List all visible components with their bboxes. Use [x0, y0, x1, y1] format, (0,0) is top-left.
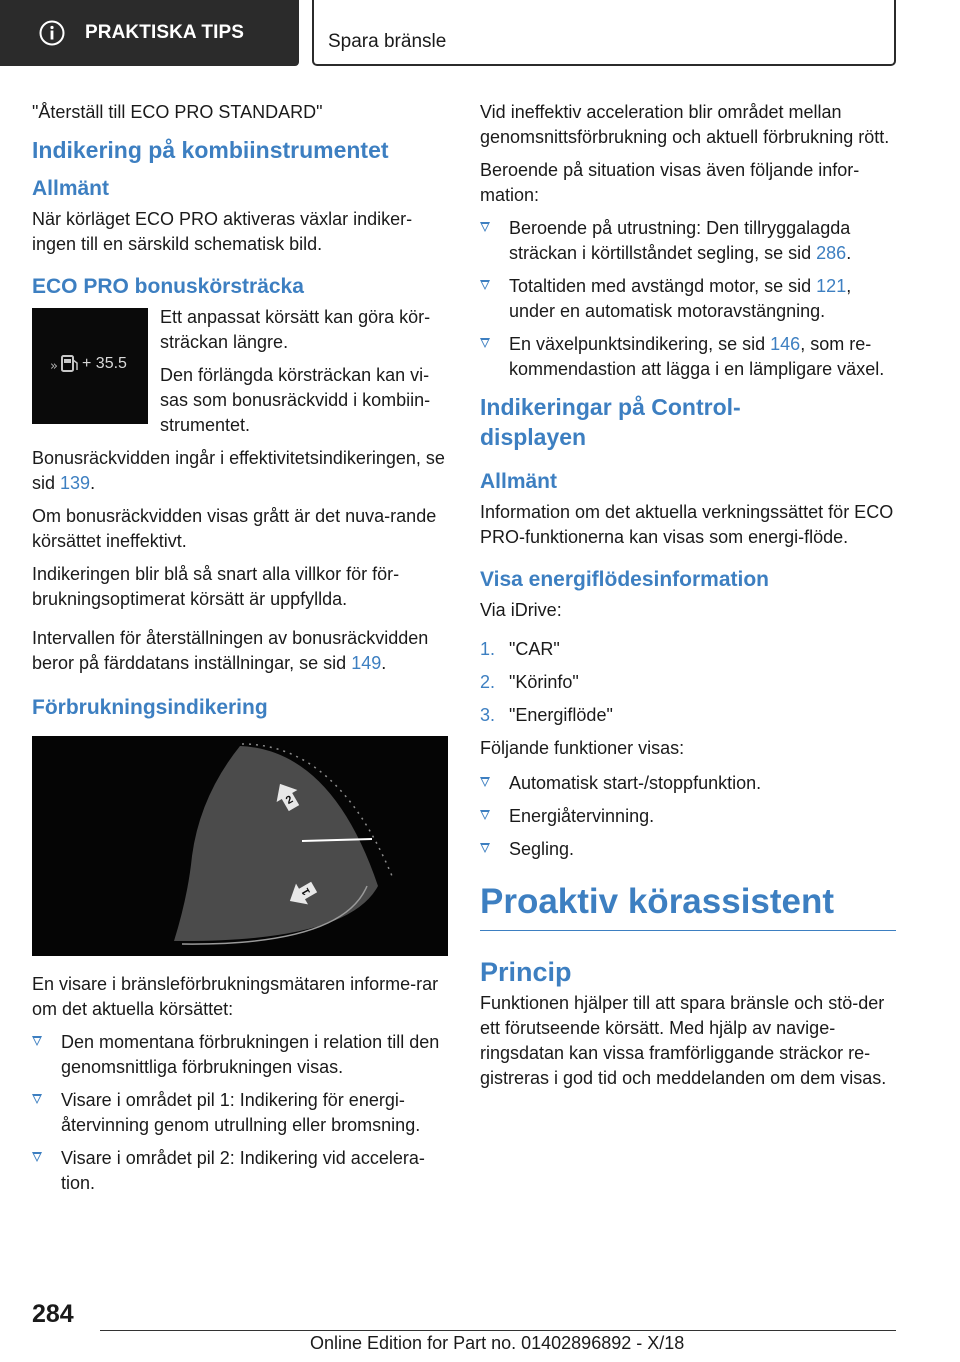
footer-rule — [100, 1330, 896, 1331]
triangle-bullet-icon — [480, 810, 490, 820]
page-number: 284 — [32, 1300, 74, 1328]
triangle-bullet-icon — [480, 280, 490, 290]
page-ref-149[interactable]: 149 — [351, 653, 382, 673]
page-ref-139[interactable]: 139 — [60, 473, 91, 493]
bonus-display-image — [32, 308, 148, 424]
paragraph-visare: En visare i bränsleförbrukningsmätaren informe-rar om det aktuella körsättet: — [32, 974, 439, 1019]
heading-indikering: Indikering på kombiinstrumentet — [32, 137, 389, 163]
triangle-bullet-icon — [480, 777, 490, 787]
heading-visa: Visa energiflödesinformation — [480, 568, 770, 591]
footer-edition: Online Edition for Part no. 01402896892 - X/18 — [310, 1333, 685, 1353]
heading-allmant: Allmänt — [32, 177, 110, 200]
list-item: En växelpunktsindikering, se sid 146, som re-kommendastion att lägga i en lämpligare växel. — [480, 332, 896, 382]
list-item: Visare i området pil 2: Indikering vid accelera-tion. — [32, 1146, 448, 1196]
step-item: 2. "Körinfo" — [480, 672, 579, 692]
list-item: Den momentana förbrukningen i relation till den genomsnittliga förbrukningen visas. — [32, 1030, 448, 1080]
triangle-bullet-icon — [480, 222, 490, 232]
bonus-display-value: + 35.5 — [82, 355, 127, 372]
paragraph-bonus2: Den förlängda körsträckan kan vi-sas som bonusräckvidd i kombiin-strumentet. — [160, 365, 431, 435]
step-item: 1. "CAR" — [480, 639, 560, 659]
chapter-tab — [312, 0, 896, 66]
heading-bonus: ECO PRO bonuskörsträcka — [32, 275, 304, 298]
page-ref-146[interactable]: 146 — [770, 334, 801, 354]
list-item: Totaltiden med avstängd motor, se sid 121, under en automatisk motoravstängning. — [480, 274, 896, 324]
paragraph-beroende: Beroende på situation visas även följande infor-mation: — [480, 160, 860, 205]
paragraph-via: Via iDrive: — [480, 600, 562, 620]
heading-princip: Princip — [480, 957, 572, 987]
page-ref-286[interactable]: 286 — [816, 243, 847, 263]
paragraph-ineffektiv: Vid ineffektiv acceleration blir området mellan genomsnittsförbrukning och aktuell förbrukning rött. — [480, 102, 890, 147]
list-item: Beroende på utrustning: Den tillryggalagda sträckan i körtillståndet segling, se sid 286. — [480, 216, 896, 266]
chapter-tab-label: Spara bränsle — [328, 31, 447, 52]
list-item: Automatisk start-/stoppfunktion. — [480, 771, 896, 796]
paragraph-bonus6: Intervallen för återställningen av bonusräckvidden beror på färddatans inställningar, se sid 149. — [32, 628, 429, 673]
svg-text:1: 1 — [299, 885, 314, 898]
right-column — [480, 100, 896, 1099]
consumption-gauge-image — [32, 736, 448, 956]
section-tab — [0, 0, 299, 66]
section-tab-label: PRAKTISKA TIPS — [85, 22, 245, 43]
paragraph-bonus1: Ett anpassat körsätt kan göra kör-sträckan längre. — [160, 307, 431, 352]
list-item: Segling. — [480, 837, 896, 862]
bonus-float-text — [160, 305, 448, 446]
bonus-block — [32, 305, 448, 446]
triangle-bullet-icon — [32, 1152, 42, 1162]
triangle-bullet-icon — [480, 843, 490, 853]
triangle-bullet-icon — [32, 1036, 42, 1046]
bullet-list-info — [480, 216, 896, 382]
svg-text:»: » — [50, 359, 58, 374]
paragraph-allmant: När körläget ECO PRO aktiveras växlar indiker-ingen till en särskild schematisk bild. — [32, 209, 413, 254]
page-ref-121[interactable]: 121 — [816, 276, 847, 296]
heading-proaktiv: Proaktiv körassistent — [480, 880, 896, 931]
triangle-bullet-icon — [32, 1094, 42, 1104]
left-column — [32, 100, 448, 1204]
bullet-list-funktioner — [480, 771, 896, 862]
list-item: Energiåtervinning. — [480, 804, 896, 829]
heading-allmant-2: Allmänt — [480, 470, 558, 493]
paragraph-princip: Funktionen hjälper till att spara bränsle och stö-der ett förutseende körsätt. Med hjälp av navige-ringsdatan kan vissa framförliggande sträckor re-gistreras i god tid och meddelanden om dem visas. — [480, 993, 887, 1088]
info-icon — [39, 20, 65, 46]
page-header — [0, 0, 960, 66]
paragraph-info: Information om det aktuella verkningssättet för ECO PRO-funktionerna kan visas som energi-flöde. — [480, 502, 894, 547]
list-item: Visare i området pil 1: Indikering för energi-återvinning genom utrullning eller bromsning. — [32, 1088, 448, 1138]
heading-forbrukning: Förbrukningsindikering — [32, 696, 268, 719]
paragraph-bonus3: Bonusräckvidden ingår i effektivitetsindikeringen, se sid 139. — [32, 448, 445, 493]
step-item: 3. "Energiflöde" — [480, 705, 613, 725]
step-list — [480, 637, 896, 728]
paragraph-foljande: Följande funktioner visas: — [480, 738, 685, 758]
heading-control-display: Indikeringar på Control-displayen — [480, 394, 741, 450]
paragraph-bonus5: Indikeringen blir blå så snart alla villkor för för-brukningsoptimerat körsätt är uppfyllda. — [32, 564, 400, 609]
bullet-list-visare — [32, 1030, 448, 1196]
triangle-bullet-icon — [480, 338, 490, 348]
paragraph-bonus4: Om bonusräckvidden visas grått är det nuva-rande körsättet ineffektivt. — [32, 506, 437, 551]
reset-line: "Återställ till ECO PRO STANDARD" — [32, 102, 323, 122]
svg-text:2: 2 — [283, 793, 296, 808]
